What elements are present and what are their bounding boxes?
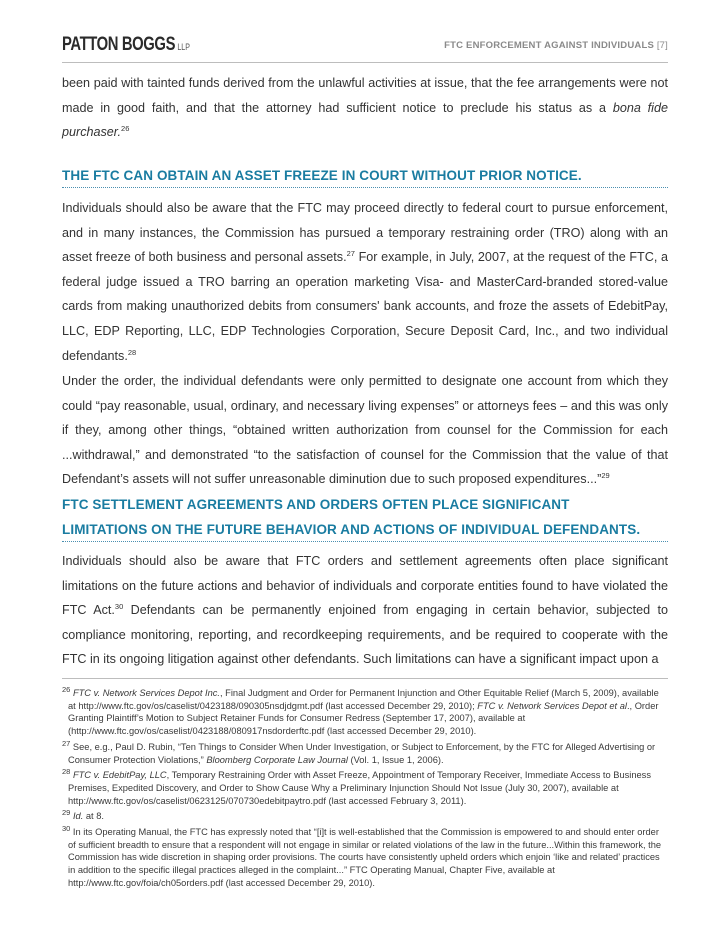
intro-paragraph: been paid with tainted funds derived from the unlawful activities at issue, that the fee arrangements were not made in good faith, and that the attorney had sufficient notice to preclude his status as a bona fide purchaser.$^{26}$	[62, 76, 668, 140]
order-paragraph: Under the order, the individual defendants were only permitted to designate one account from which they could “pay reasonable, usual, ordinary, and necessary living expenses” or attorneys fees – and this was only if they, among other things, “obtained written authorization from counsel for the Commission for each ...withdrawal,” and demonstrated “to the satisfaction of counsel for the Commission that the value of that Defendant’s assets will not suffer unreasonable diminution due to such proposed expenditures...”$^{29}$	[62, 374, 668, 487]
footnote-28: $^{28}$ FTC v. EdebitPay, LLC, Temporary Restraining Order with Asset Freeze, Appointment of Temporary Receiver, Immediate Access to Business Premises, Expedited Discovery, and Order to Show Cause Why a Preliminary Injunction Should Not Issue (July 30, 2007), available at http://www.ftc.gov/os/caselist/0623125/070730edebitpaytro.pdf (last accessed February 3, 2011).	[62, 767, 651, 806]
section-divider	[62, 187, 668, 188]
footnote-30: $^{30}$ In its Operating Manual, the FTC has expressly noted that “[i]t is well-established that the Commission is empowered to and should enter order of sufficient breadth to ensure that a respondent will not engage in similar or related violations of the law in the future...Within this framework, the Commission has wide discretion in shaping order provisions. The courts have consistently upheld orders which enjoin ‘like and related’ practices in addition to the specific illegal practices alleged in the complaint...” FTC Operating Manual, Chapter Five, available at http://www.ftc.gov/foia/ch05orders.pdf (last accessed December 29, 2010).	[62, 823, 662, 888]
asset-freeze-paragraph: Individuals should also be aware that the FTC may proceed directly to federal court to pursue enforcement, and in many instances, the Commission has pursued a temporary restraining order (TRO) along with an asset freeze of both business and personal assets.$^{27}$ For example, in July, 2007, at the request of the FTC, a federal judge issued a TRO barring an operation marketing Visa- and MasterCard-branded stored-value cards from making unauthorized debits from consumers' bank accounts, and froze the assets of EdebitPay, LLC, EDP Reporting, LLC, EDP Technologies Corporation, Secure Deposit Card, Inc., and two individual defendants.$^{28}$	[62, 201, 668, 363]
logo-text: PATTON BOGGS	[62, 34, 176, 55]
page-number: [7]	[656, 40, 668, 51]
settlement-paragraph: Individuals should also be aware that FTC orders and settlement agreements often place significant limitations on the future actions and behavior of individuals and corporate entities found to have violated the FTC Act.$^{30}$ Defendants can be permanently enjoined from engaging in certain behavior, subjected to compliance monitoring, reporting, and recordkeeping requirements, and be required to cooperate with the FTC in its ongoing litigation against other defendants. Such limitations can have a significant impact upon a	[62, 554, 669, 667]
running-title	[444, 40, 668, 51]
footnote-29: $^{29}$ Id. at 8.	[62, 808, 104, 822]
footnote-ref-27: 27	[346, 249, 355, 258]
section-heading-settlement: FTC SETTLEMENT AGREEMENTS AND ORDERS OFTEN PLACE SIGNIFICANT LIMITATIONS ON THE FUTURE BEHAVIOR AND ACTIONS OF INDIVIDUAL DEFENDANTS.	[62, 497, 641, 537]
page-header	[62, 32, 668, 62]
footnote-ref-30: 30	[114, 602, 124, 611]
firm-logo	[62, 34, 190, 56]
footnote-rule	[62, 678, 668, 679]
footnote-26: $^{26}$ FTC v. Network Services Depot Inc., Final Judgment and Order for Permanent Injunction and Other Equitable Relief (March 5, 2009), available at http://www.ftc.gov/os/caselist/0423188/090305nsdjdgmt.pdf (last accessed December 29, 2010); FTC v. Network Services Depot et al., Order Granting Plaintiff’s Motion to Subject Retainer Funds for Consumer Redress (September 17, 2007), available at (http://www.ftc.gov/os/caselist/0423188/080917nsdorderftc.pdf (last accessed December 29, 2010).	[62, 684, 659, 737]
footnotes	[62, 684, 668, 893]
logo-suffix: LLP	[177, 42, 190, 52]
footnote-27: $^{27}$ See, e.g., Paul D. Rubin, “Ten Things to Consider When Under Investigation, or Subject to Enforcement, by the FTC for Alleged Advertising or Consumer Protection Violations,” Bloomberg Corporate Law Journal (Vol. 1, Issue 1, 2006).	[62, 738, 656, 765]
section-heading-asset-freeze: THE FTC CAN OBTAIN AN ASSET FREEZE IN COURT WITHOUT PRIOR NOTICE.	[62, 168, 582, 183]
running-title-text: FTC ENFORCEMENT AGAINST INDIVIDUALS	[444, 40, 654, 51]
footnote-ref-28: 28	[127, 347, 137, 357]
footnote-ref-29: 29	[601, 471, 610, 481]
footnote-ref-26: 26	[121, 124, 130, 133]
header-rule	[62, 62, 668, 63]
section-divider-2	[62, 541, 668, 542]
